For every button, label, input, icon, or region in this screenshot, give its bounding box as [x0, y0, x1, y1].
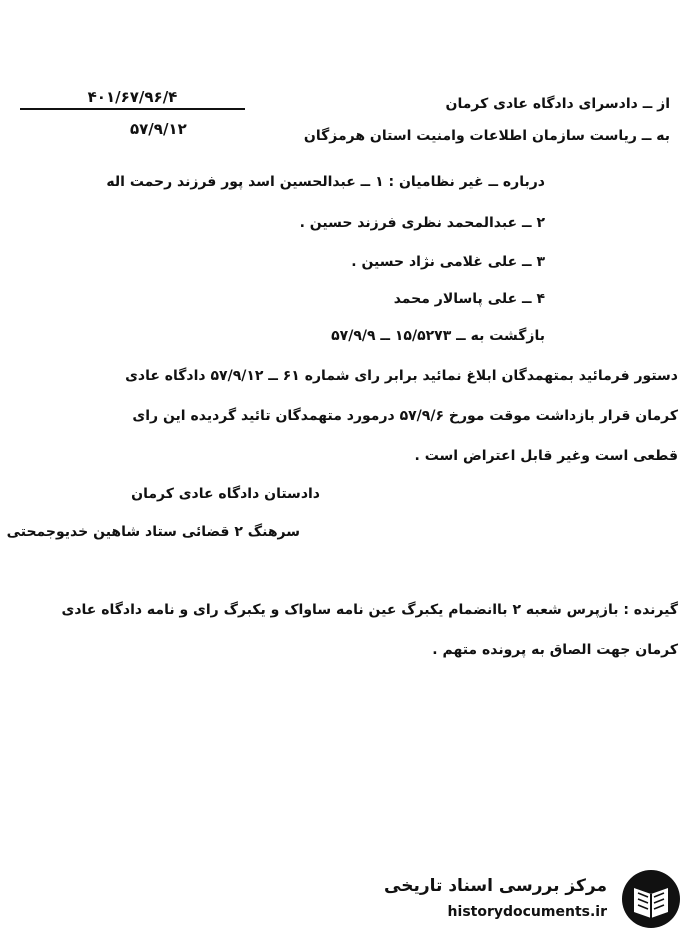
cc-line-1: گیرنده : بازپرس شعبه ۲ باانضمام یکبرگ عین نامه ساواک و یکبرگ رای و نامه دادگاه عادی: [61, 602, 678, 618]
subject-reference: بازگشت به ــ ۱۵/۵۲۷۳ ــ ۵۷/۹/۹: [331, 328, 545, 344]
cc-line-2: کرمان جهت الصاق به پرونده متهم .: [432, 642, 678, 658]
reference-underline: [20, 108, 245, 110]
subject-line-4: ۴ ــ علی پاسالار محمد: [393, 291, 545, 307]
signature-name: سرهنگ ۲ قضائی ستاد شاهین خدیوجمحتی: [6, 524, 300, 540]
reference-block: [20, 88, 245, 110]
body-line-1: دستور فرمائید بمتهمدگان ابلاغ نمائید برابر رای شماره ۶۱ ــ ۵۷/۹/۱۲ دادگاه عادی: [125, 368, 678, 384]
archive-name: مرکز بررسی اسناد تاریخی: [384, 876, 607, 896]
to-line: به ــ ریاست سازمان اطلاعات وامنیت استان هرمزگان: [303, 128, 670, 144]
subject-line-2: ۲ ــ عبدالمحمد نظری فرزند حسین .: [299, 215, 545, 231]
archive-watermark: [384, 868, 682, 930]
subject-line-1: درباره ــ غیر نظامیان : ۱ ــ عبدالحسین اسد پور فرزند رحمت اله: [106, 174, 545, 190]
reference-date: ۵۷/۹/۱۲: [130, 120, 187, 138]
from-line: از ــ دادسرای دادگاه عادی کرمان: [445, 96, 670, 112]
book-emblem-icon: [620, 868, 682, 930]
subject-line-3: ۳ ــ علی غلامی نژاد حسین .: [351, 254, 545, 270]
reference-number: ۴۰۱/۶۷/۹۶/۴: [87, 88, 178, 106]
archive-website: historydocuments.ir: [447, 904, 607, 920]
signature-title: دادستان دادگاه عادی کرمان: [131, 486, 320, 502]
body-line-3: قطعی است وغیر قابل اعتراض است .: [414, 448, 678, 464]
body-line-2: کرمان قرار بازداشت موقت مورخ ۵۷/۹/۶ درمورد متهمدگان تائید گردیده این رای: [132, 408, 678, 424]
